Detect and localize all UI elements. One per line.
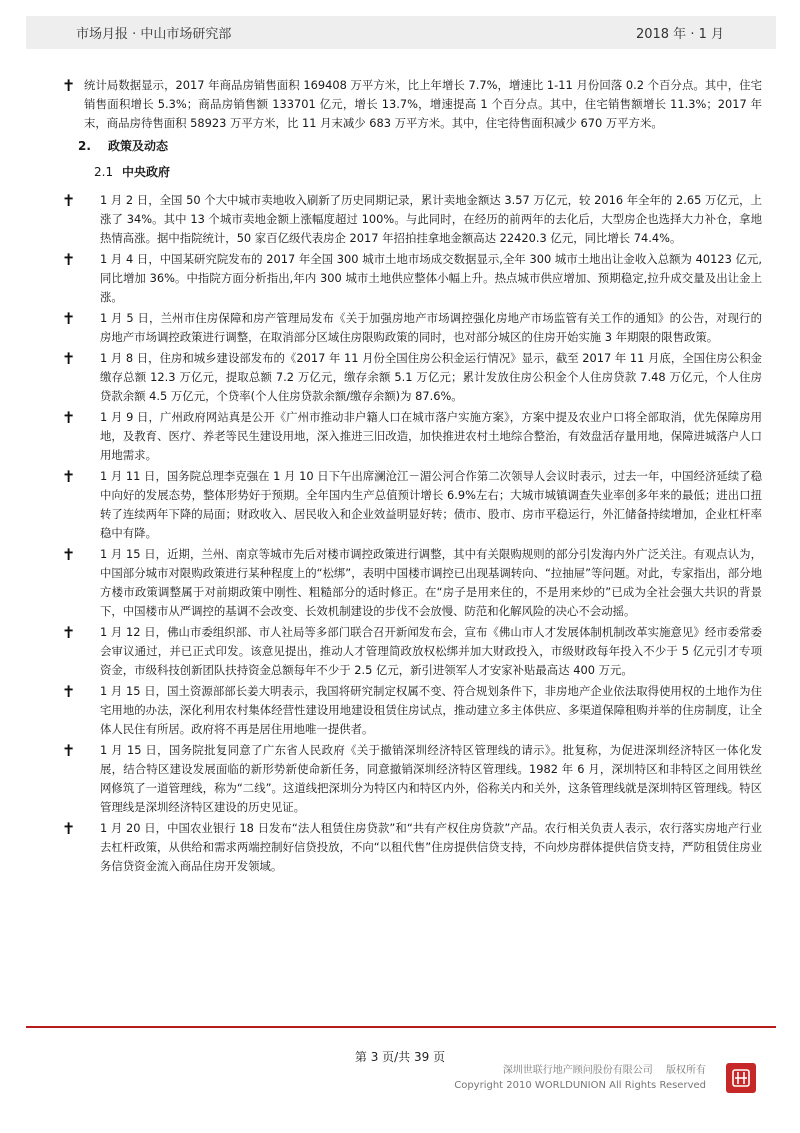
cross-bullet-icon: ✝ (62, 819, 76, 838)
cross-bullet-icon: ✝ (62, 623, 76, 642)
header-date: 2018 年 · 1 月 (635, 27, 724, 42)
list-item: ✝ 1 月 2 日，全国 50 个大中城市卖地收入刷新了历史同期记录，累计卖地金额达 3.57 万亿元，较 2016 年全年的 2.65 万亿元，上涨了 34%。其中 13 个城市卖地金额上涨幅度超过 100%。与此同时，在经历的前两年的去化后，大型房企也选择大力补仓，拿地热情高涨。据中指院统计，50 家百亿级代表房企 2017 年招拍挂拿地金额高达 22420.3 亿元，同比增长 74.4%。 (62, 191, 762, 245)
cross-bullet-icon: ✝ (62, 309, 76, 328)
cross-bullet-icon: ✝ (62, 191, 76, 210)
cross-bullet-icon: ✝ (62, 545, 76, 564)
list-item: ✝ 1 月 15 日，近期，兰州、南京等城市先后对楼市调控政策进行调整，其中有关限购规则的部分引发海内外广泛关注。有观点认为，中国部分城市对限购政策进行某种程度上的“松绑”，表明中国楼市调控已出现基调转向、“拉抽屉”等问题。对此，专家指出，部分地方楼市政策调整属于对前期政策中刚性、粗糙部分的适时修正。在“房子是用来住的，不是用来炒的”已成为全社会强大共识的背景下，中国楼市从严调控的基调不会改变、长效机制建设的步伐不会放慢、防范和化解风险的决心不会动摇。 (62, 545, 762, 618)
list-item: ✝ 1 月 15 日，国务院批复同意了广东省人民政府《关于撤销深圳经济特区管理线的请示》。批复称，为促进深圳经济特区一体化发展，结合特区建设发展面临的新形势新使命新任务，同意撤销深圳经济特区管理线。1982 年 6 月，深圳特区和非特区之间用铁丝网修筑了一道管理线，称为“二线”。这道线把深圳分为特区内和特区内外，俗称关内和关外，这条管理线就是深圳特区管理线。特区管理线是深圳经济特区建设的历史见证。 (62, 741, 762, 814)
cross-bullet-icon: ✝ (62, 682, 76, 701)
intro-paragraph: ✝ 统计局数据显示，2017 年商品房销售面积 169408 万平方米，比上年增长 7.7%，增速比 1-11 月份回落 0.2 个百分点。其中，住宅销售面积增长 5.3%；商品房销售额 133701 亿元，增长 13.7%，增速提高 1 个百分点。其中，住宅销售额增长 11.3%；2017 年末，商品房待售面积 58923 万平方米，比 11 月末减少 683 万平方米。其中，住宅待售面积减少 670 万平方米。 (62, 76, 762, 130)
footer-divider (26, 1026, 776, 1028)
document-body (62, 76, 762, 878)
header-title: 市场月报 · 中山市场研究部 (76, 27, 232, 42)
list-item: ✝ 1 月 11 日，国务院总理李克强在 1 月 10 日下午出席澜沧江－湄公河合作第二次领导人会议时表示，过去一年，中国经济延续了稳中向好的发展态势，整体形势好于预期。全年国内生产总值预计增长 6.9%左右；大城市城镇调查失业率创多年来的最低；进出口扭转了连续两年下降的局面；财政收入、居民收入和企业效益明显好转；债市、股市、房市平稳运行，外汇储备持续增加，企业杠杆率稳中有降。 (62, 467, 762, 540)
section-title: 政策及动态 (108, 139, 169, 153)
subsection-number: 2.1 (94, 165, 114, 179)
footer-company: 深圳世联行地产顾问股份有限公司 版权所有 (502, 1065, 706, 1076)
section-heading (78, 135, 762, 157)
subsection-title: 中央政府 (122, 165, 171, 179)
list-item: ✝ 1 月 9 日，广州政府网站真是公开《广州市推动非户籍人口在城市落户实施方案》，方案中提及农业户口将全部取消，优先保障房用地，及教育、医疗、养老等民生建设用地，深入推进三旧改造，加快推进农村土地综合整治，有效盘活存量用地，保障进城落户人口用地需求。 (62, 408, 762, 462)
list-item: ✝ 1 月 15 日，国土资源部部长姜大明表示，我国将研究制定权属不变、符合规划条件下，非房地产企业依法取得使用权的土地作为住宅用地的办法，深化利用农村集体经营性建设用地建设租赁住房试点，推动建立多主体供应、多渠道保障租购并举的住房制度，让全体人民住有所居。政府将不再是居住用地唯一提供者。 (62, 682, 762, 736)
list-item: ✝ 1 月 12 日，佛山市委组织部、市人社局等多部门联合召开新闻发布会，宣布《佛山市人才发展体制机制改革实施意见》经市委常委会审议通过，并已正式印发。该意见提出，推动人才管理简政放权松绑并加大财政投入，市级财政每年投入不少于 5 亿元引才专项资金，市级科技创新团队扶持资金总额每年不少于 2.5 亿元，新引进领军人才安家补贴最高达 400 万元。 (62, 623, 762, 677)
cross-bullet-icon: ✝ (62, 408, 76, 427)
list-item: ✝ 1 月 4 日，中国某研究院发布的 2017 年全国 300 城市土地市场成交数据显示,全年 300 城市土地出让金收入总额为 40123 亿元,同比增加 36%。中指院方面分析指出,年内 300 城市土地供应整体小幅上升。热点城市供应增加、预期稳定,拉升成交量及出让金上涨。 (62, 250, 762, 304)
cross-bullet-icon: ✝ (62, 467, 76, 486)
page-header (26, 16, 776, 49)
subsection-heading (94, 161, 762, 183)
cross-bullet-icon: ✝ (62, 250, 76, 269)
list-item: ✝ 1 月 20 日，中国农业银行 18 日发布“法人租赁住房贷款”和“共有产权住房贷款”产品。农行相关负责人表示，农行落实房地产行业去杠杆政策，从供给和需求两端控制好信贷投放，不向“以租代售”住房提供信贷支持，不向炒房群体提供信贷支持，严防租赁住房业务信贷资金流入商品住房开发领域。 (62, 819, 762, 873)
section-number: 2. (78, 139, 91, 153)
cross-bullet-icon: ✝ (62, 349, 76, 368)
footer-copyright-line: Copyright 2010 WORLDUNION All Rights Reserved (454, 1080, 706, 1091)
list-item: ✝ 1 月 5 日，兰州市住房保障和房产管理局发布《关于加强房地产市场调控强化房地产市场监管有关工作的通知》的公告，对现行的房地产市场调控政策进行调整，在取消部分区域住房限购政策的同时，也对部分城区的住房开始实施 3 年期限的限售政策。 (62, 309, 762, 344)
cross-bullet-icon: ✝ (62, 741, 76, 760)
page-number: 第 3 页/共 39 页 (354, 1050, 446, 1064)
footer-copyright (454, 1063, 706, 1093)
cross-bullet-icon: ✝ (62, 76, 76, 95)
company-logo-icon (726, 1063, 756, 1093)
list-item: ✝ 1 月 8 日，住房和城乡建设部发布的《2017 年 11 月份全国住房公积金运行情况》显示，截至 2017 年 11 月底，全国住房公积金缴存总额 12.3 万亿元，提取总额 7.2 万亿元，缴存余额 5.1 万亿元；累计发放住房公积金个人住房贷款 7.48 万亿元，个人住房贷款余额 4.5 万亿元，个贷率(个人住房贷款余额/缴存余额)为 87.6%。 (62, 349, 762, 403)
